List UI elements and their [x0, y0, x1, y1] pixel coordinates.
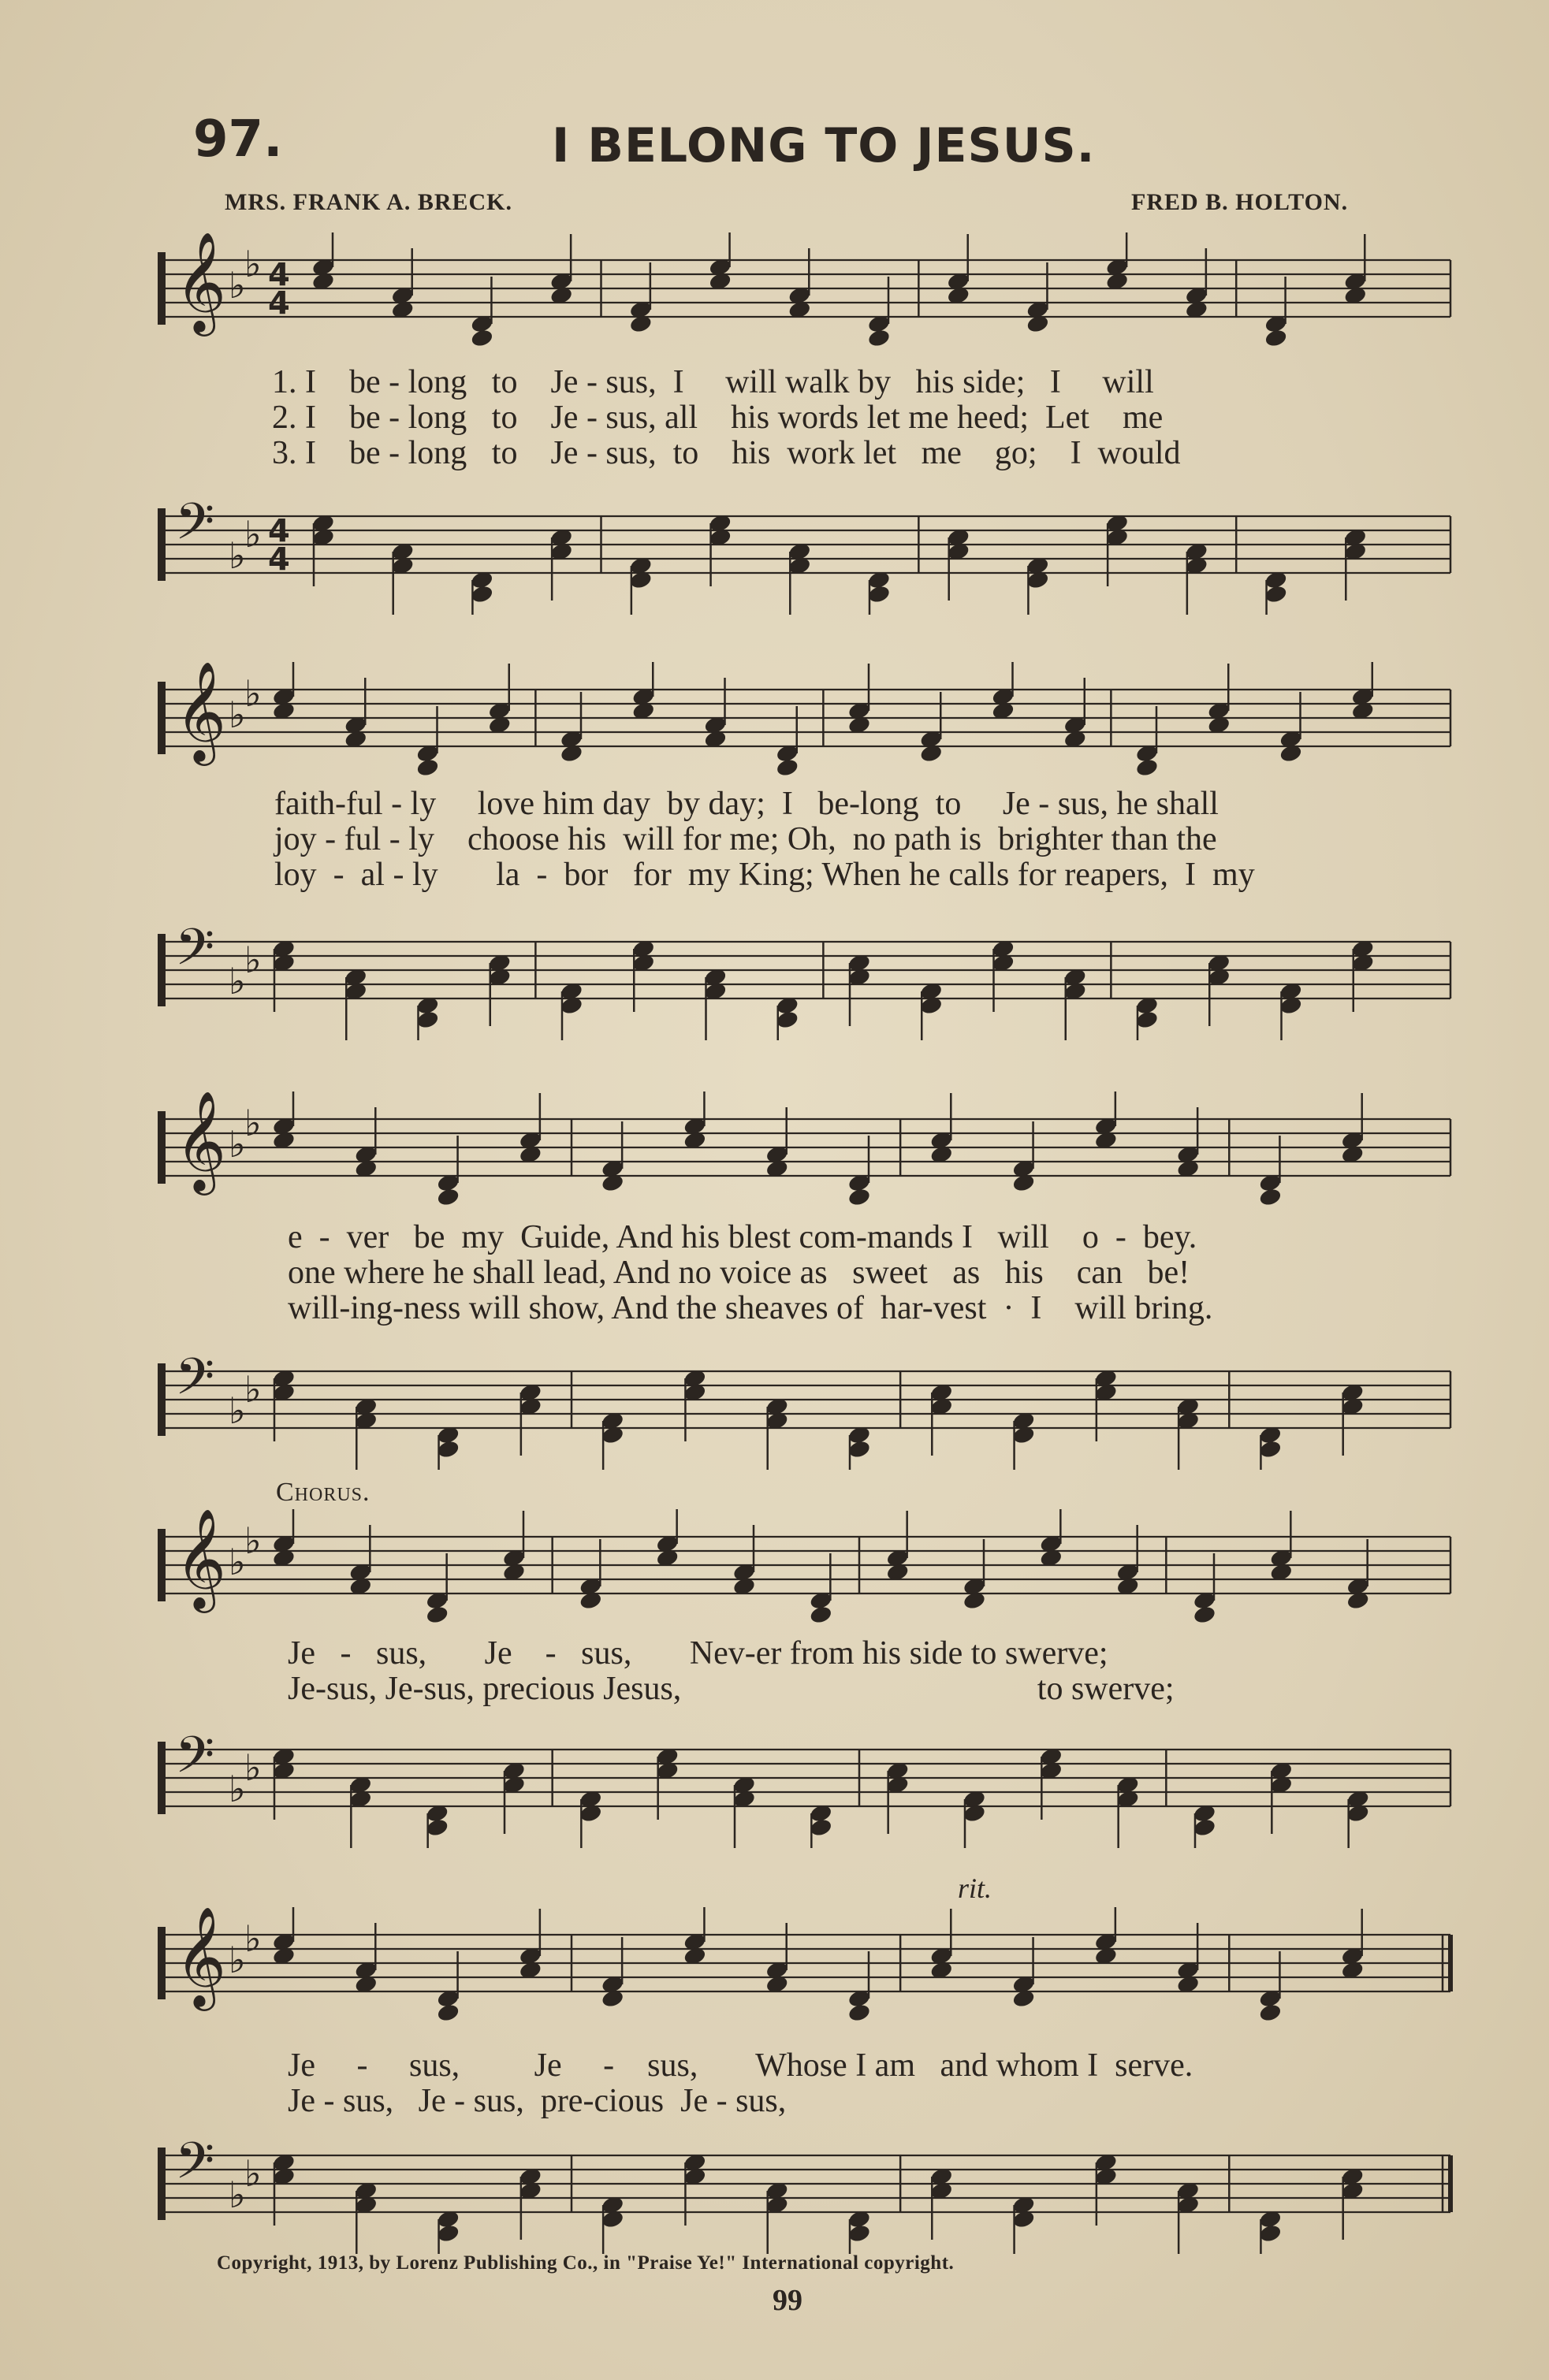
- treble-staff: [158, 1091, 1458, 1218]
- treble-staff: [158, 1907, 1458, 2033]
- staff-brace: [158, 934, 166, 1006]
- treble-clef-icon: 𝄞: [175, 1907, 227, 2006]
- copyright-notice: Copyright, 1913, by Lorenz Publishing Co., in "Praise Ye!" International copyright.: [217, 2252, 955, 2274]
- flat-icon: ♭: [229, 534, 246, 577]
- lyricist-credit: MRS. FRANK A. BRECK.: [225, 189, 513, 215]
- flat-icon: ♭: [244, 513, 262, 556]
- time-signature: 4: [268, 257, 290, 294]
- flat-icon: ♭: [244, 1519, 262, 1562]
- verse-line-3: 3. I be - long to Je - sus, to his work let me go; I would: [272, 435, 1181, 471]
- flat-icon: ♭: [244, 243, 262, 285]
- hymn-number: 97.: [193, 110, 283, 169]
- note-head: [775, 1010, 799, 1030]
- bass-clef-icon: 𝄢: [175, 918, 215, 990]
- time-signature: 4: [268, 541, 290, 578]
- staff-brace: [158, 682, 166, 754]
- note-head: [847, 2003, 872, 2023]
- note-head: [1193, 1817, 1217, 1838]
- time-signature: 4: [268, 285, 290, 322]
- note-head: [1193, 1605, 1217, 1625]
- verse-line-2: joy - ful - ly choose his will for me; Oh, no path is brighter than the: [274, 821, 1217, 857]
- note-head: [1135, 1010, 1160, 1030]
- treble-clef-icon: 𝄞: [175, 232, 227, 332]
- bass-staff: [158, 1722, 1458, 1848]
- flat-icon: ♭: [229, 1123, 246, 1166]
- flat-icon: ♭: [244, 1917, 262, 1960]
- note-head: [1264, 584, 1288, 604]
- chorus-line-2: Je - sus, Je - sus, pre-cious Je - sus,: [288, 2083, 787, 2119]
- bass-clef-icon: 𝄢: [175, 2132, 215, 2203]
- bass-clef-icon: 𝄢: [175, 1726, 215, 1798]
- note-head: [867, 584, 892, 604]
- flat-icon: ♭: [229, 694, 246, 736]
- verse-line-1: 1. I be - long to Je - sus, I will walk by his side; I will: [272, 364, 1154, 400]
- page-number: 99: [773, 2284, 802, 2317]
- note-head: [867, 328, 892, 348]
- note-head: [436, 2003, 460, 2023]
- note-head: [775, 757, 799, 778]
- bass-staff: [158, 914, 1458, 1040]
- staff-brace: [158, 1742, 166, 1814]
- verse-line-1: e - ver be my Guide, And his blest com-mands I will o - bey.: [288, 1219, 1197, 1255]
- flat-icon: ♭: [244, 1368, 262, 1411]
- verse-line-2: 2. I be - long to Je - sus, all his words let me heed; Let me: [272, 400, 1164, 436]
- note-head: [436, 1439, 460, 1460]
- staff-brace: [158, 508, 166, 581]
- time-signature: 4: [268, 513, 290, 550]
- verse-line-3: will-ing-ness will show, And the sheaves of har-vest · I will bring.: [288, 1290, 1213, 1326]
- staff-brace: [158, 2148, 166, 2220]
- note-head: [1258, 1439, 1283, 1460]
- composer-credit: FRED B. HOLTON.: [1131, 189, 1349, 215]
- flat-icon: ♭: [244, 1102, 262, 1144]
- note-head: [425, 1817, 449, 1838]
- flat-icon: ♭: [229, 264, 246, 307]
- note-head: [809, 1605, 833, 1625]
- flat-icon: ♭: [244, 2152, 262, 2195]
- staff-brace: [158, 1111, 166, 1184]
- note-head: [847, 1439, 872, 1460]
- flat-icon: ♭: [229, 960, 246, 1002]
- note-head: [470, 584, 494, 604]
- staff-brace: [158, 1927, 166, 1999]
- note-head: [436, 2223, 460, 2244]
- bass-staff: [158, 2128, 1458, 2254]
- flat-icon: ♭: [244, 1746, 262, 1789]
- treble-staff: [158, 1509, 1458, 1635]
- verse-line-1: faith-ful - ly love him day by day; I be-long to Je - sus, he shall: [274, 786, 1219, 822]
- bass-staff: [158, 1344, 1458, 1470]
- note-head: [415, 757, 440, 778]
- hymn-title: I BELONG TO JESUS.: [552, 118, 1096, 173]
- verse-line-2: one where he shall lead, And no voice as sweet as his can be!: [288, 1255, 1190, 1291]
- treble-staff: [158, 662, 1458, 788]
- chorus-line-2: Je-sus, Je-sus, precious Jesus, to swerve;: [288, 1671, 1175, 1707]
- note-head: [847, 2223, 872, 2244]
- treble-clef-icon: 𝄞: [175, 662, 227, 761]
- flat-icon: ♭: [229, 1389, 246, 1432]
- note-head: [1264, 328, 1288, 348]
- flat-icon: ♭: [244, 672, 262, 715]
- flat-icon: ♭: [244, 939, 262, 981]
- note-head: [415, 1010, 440, 1030]
- staff-brace: [158, 1529, 166, 1601]
- note-head: [1135, 757, 1160, 778]
- flat-icon: ♭: [229, 2174, 246, 2216]
- treble-clef-icon: 𝄞: [175, 1509, 227, 1608]
- treble-staff: [158, 232, 1458, 359]
- note-head: [1258, 2223, 1283, 2244]
- bass-clef-icon: 𝄢: [175, 493, 215, 564]
- flat-icon: ♭: [229, 1768, 246, 1810]
- chorus-line-1: Je - sus, Je - sus, Whose I am and whom I serve.: [288, 2047, 1193, 2084]
- note-head: [847, 1187, 872, 1207]
- staff-brace: [158, 252, 166, 325]
- bass-staff: [158, 489, 1458, 615]
- note-head: [1258, 1187, 1283, 1207]
- treble-clef-icon: 𝄞: [175, 1091, 227, 1191]
- note-head: [436, 1187, 460, 1207]
- chorus-line-1: Je - sus, Je - sus, Nev-er from his side to swerve;: [288, 1635, 1108, 1672]
- bass-clef-icon: 𝄢: [175, 1348, 215, 1419]
- note-head: [470, 328, 494, 348]
- chorus-label: Chorus.: [276, 1478, 370, 1507]
- ritardando-mark: rit.: [958, 1872, 992, 1904]
- verse-line-3: loy - al - ly la - bor for my King; When he calls for reapers, I my: [274, 857, 1255, 893]
- staff-brace: [158, 1363, 166, 1436]
- note-head: [425, 1605, 449, 1625]
- note-head: [809, 1817, 833, 1838]
- flat-icon: ♭: [229, 1541, 246, 1583]
- note-head: [1258, 2003, 1283, 2023]
- flat-icon: ♭: [229, 1939, 246, 1981]
